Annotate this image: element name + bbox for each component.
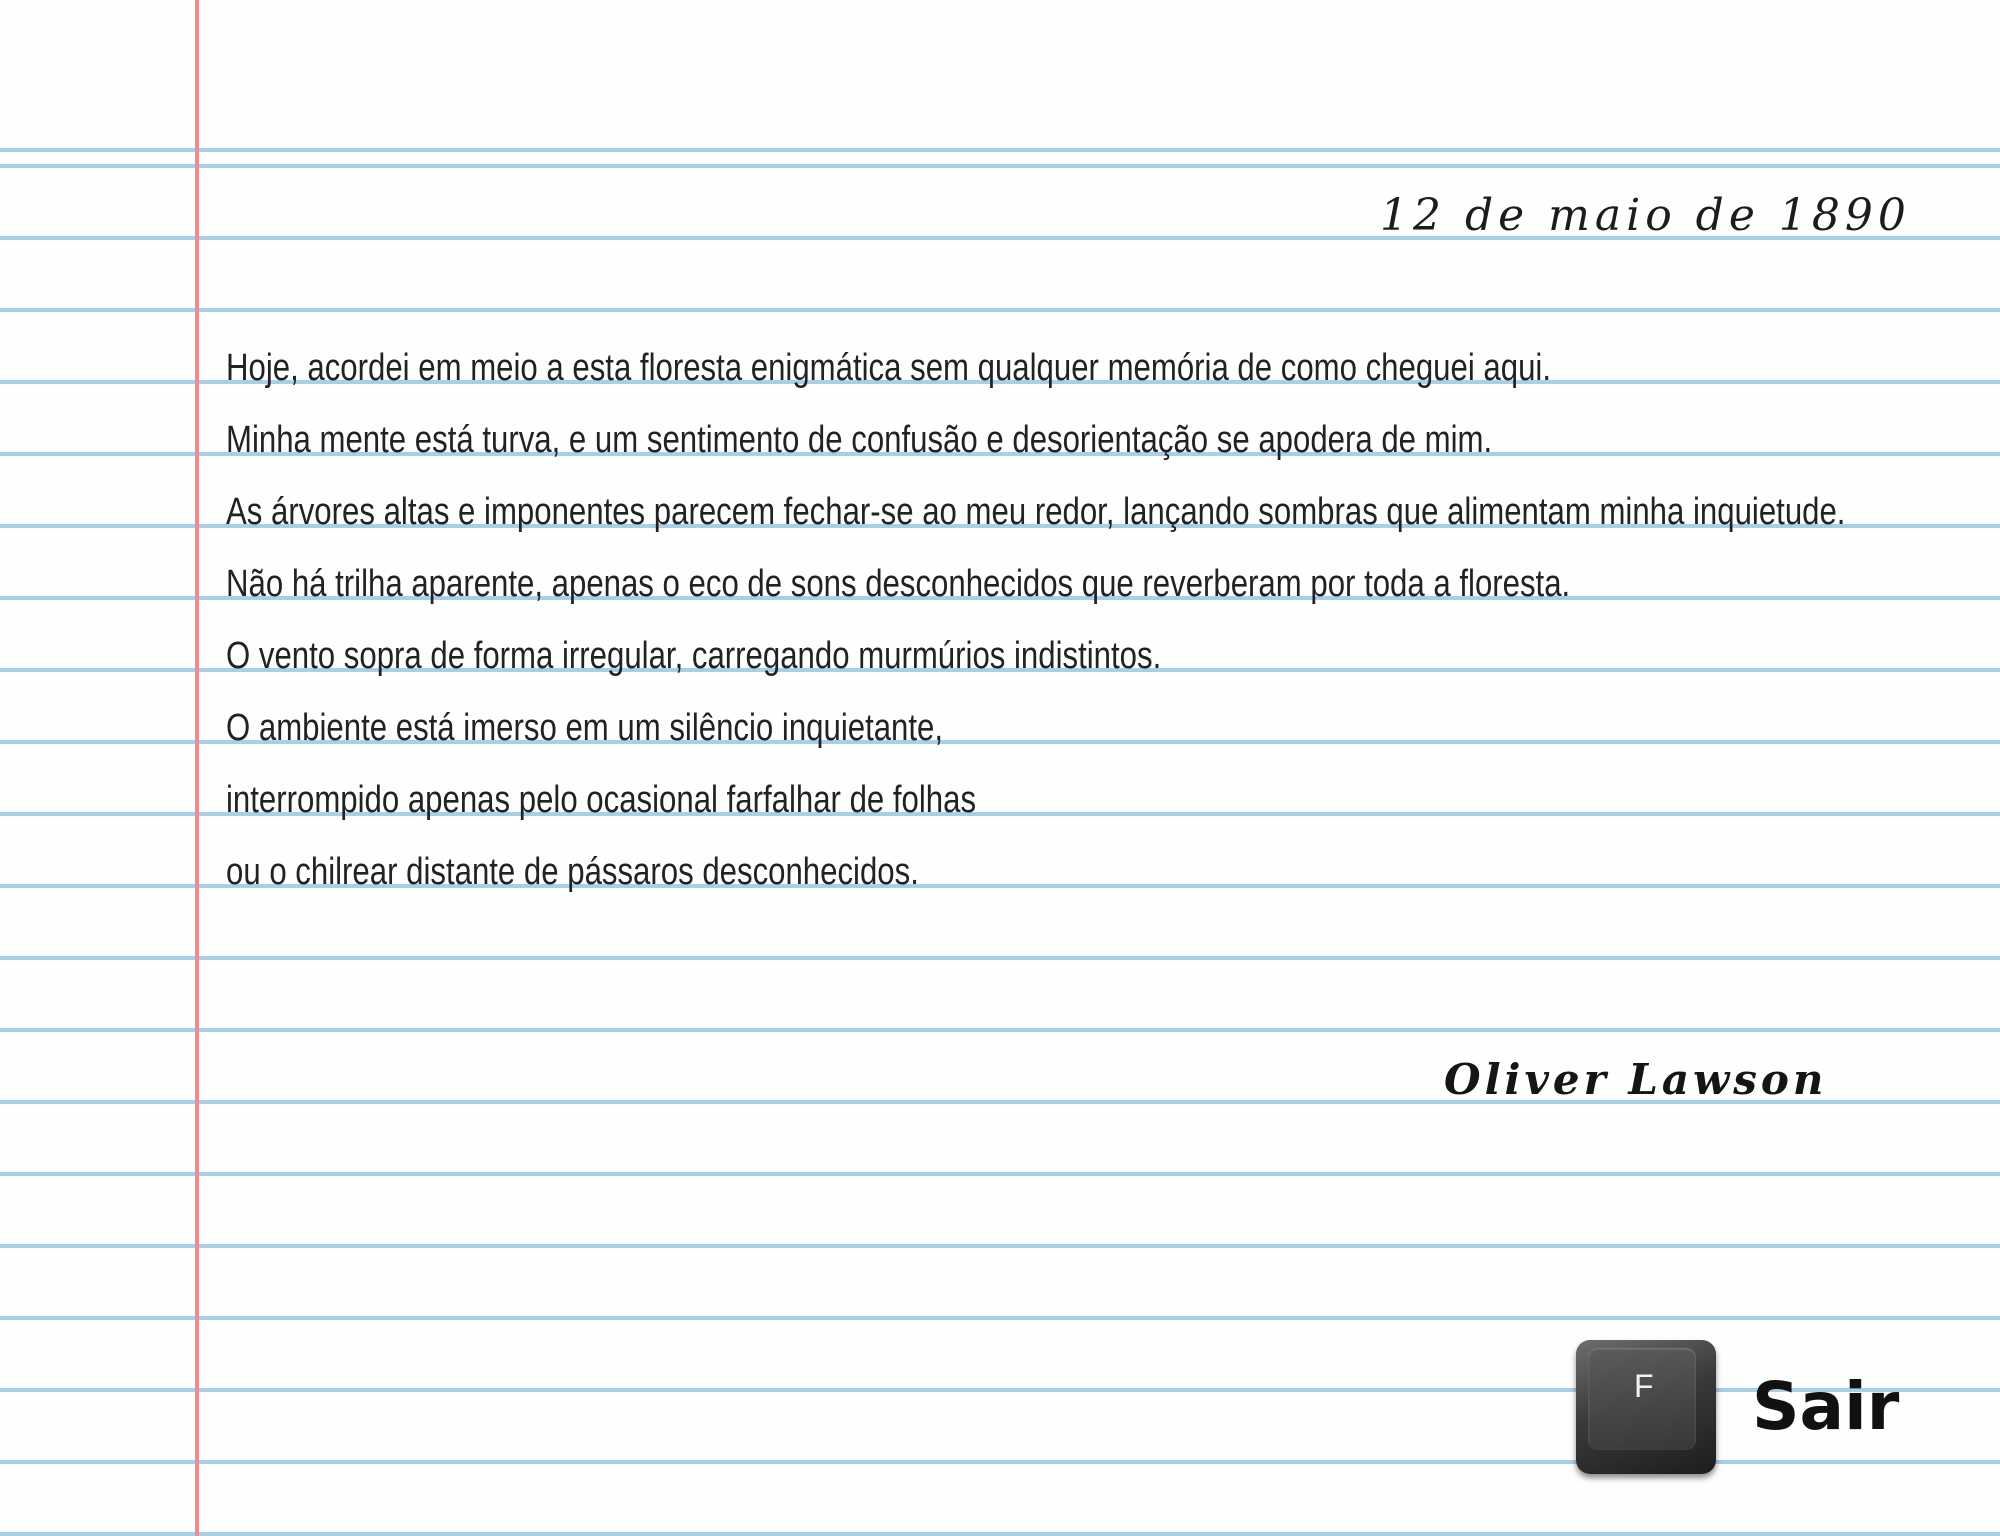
exit-key-letter: F [1634,1368,1654,1404]
ruled-line [0,1316,2000,1320]
ruled-line [0,1172,2000,1176]
ruled-line [0,956,2000,960]
ruled-line [0,164,2000,168]
signature: Oliver Lawson [1444,1055,1828,1104]
key-top [1588,1348,1696,1450]
journal-line: O vento sopra de forma irregular, carregando murmúrios indistintos. [226,635,1162,677]
ruled-line [0,1028,2000,1032]
ruled-line [0,1244,2000,1248]
journal-line: Minha mente está turva, e um sentimento de confusão e desorientação se apodera de mim. [226,419,1493,461]
journal-date: 12 de maio de 1890 [1380,190,1911,241]
journal-line: Hoje, acordei em meio a esta floresta enigmática sem qualquer memória de como cheguei aqui. [226,347,1551,389]
ruled-line [0,308,2000,312]
journal-entry [226,332,1986,908]
exit-button[interactable] [1576,1340,1900,1480]
ruled-line [0,148,2000,152]
journal-line: interrompido apenas pelo ocasional farfalhar de folhas [226,779,977,821]
journal-line: ou o chilrear distante de pássaros desconhecidos. [226,851,919,893]
exit-label[interactable]: Sair [1752,1368,1900,1445]
keyboard-key-icon[interactable] [1576,1340,1716,1474]
ruled-line [0,1532,2000,1536]
journal-line: As árvores altas e imponentes parecem fechar-se ao meu redor, lançando sombras que alimentam minha inquietude. [226,491,1846,533]
journal-line: O ambiente está imerso em um silêncio inquietante, [226,707,944,749]
margin-line [195,0,199,1536]
journal-line: Não há trilha aparente, apenas o eco de sons desconhecidos que reverberam por toda a floresta. [226,563,1571,605]
